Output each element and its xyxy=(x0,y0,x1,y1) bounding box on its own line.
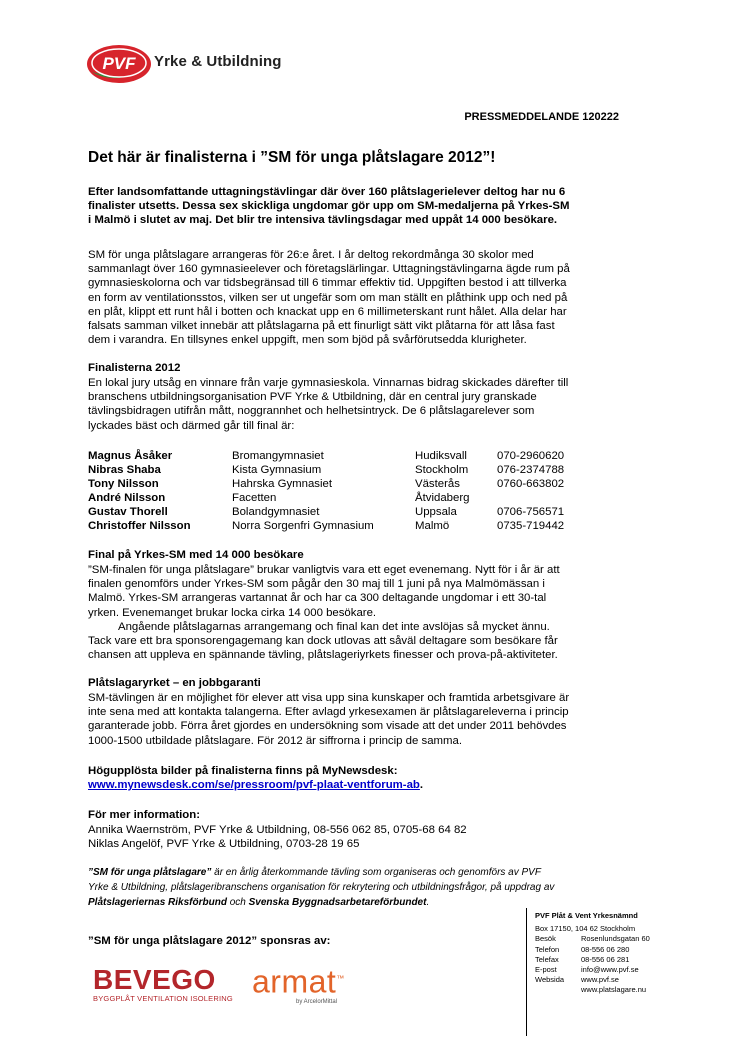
address-name: PVF Plåt & Vent Yrkesnämnd xyxy=(535,911,638,920)
text-line: gymnasieskolorna och var tidsbegränsad till 6 timmar effektiv tid. Uppgiften bestod i att tillverka xyxy=(88,277,567,290)
logo-text: Yrke & Utbildning xyxy=(154,53,282,70)
text-line: dem i varandra. En tillsynes enkel uppgift, men som bjöd på svårförutsedda klurigheter. xyxy=(88,334,527,347)
address-key: Telefax xyxy=(535,954,559,964)
address-value: 08-556 06 281 xyxy=(581,954,630,964)
footer-text: är en årlig återkommande tävling som organiseras och genomförs av PVF xyxy=(211,867,541,878)
address-value[interactable]: info@www.pvf.se xyxy=(581,965,639,975)
bevego-logo-text: BEVEGO xyxy=(93,964,216,995)
text-line: Tack vare ett bra sponsorengagemang kan dock utlovas att såväl deltagare som besökare får xyxy=(88,635,558,648)
address-key: Telefon xyxy=(535,944,560,954)
armat-logo-text: armat xyxy=(252,963,337,1000)
mynewsdesk-link[interactable]: www.mynewsdesk.com/se/pressroom/pvf-plaat-ventforum-ab xyxy=(88,779,420,791)
images-link-line xyxy=(88,779,423,791)
finalist-name: André Nilsson xyxy=(88,492,166,504)
text-line: garanterade jobb. Förra året gjordes en undersökning som visade att det under 2011 behövdes xyxy=(88,720,567,733)
text-line: SM-tävlingen är en möjlighet för elever att visa upp sina kunskaper och framtida arbetsgivare är xyxy=(88,692,570,704)
finalist-phone: 0706-756571 xyxy=(497,506,565,518)
footer-text: Yrke & Utbildning, plåtslageribranschens organisation för rekrytering och utbildningsfrågor, på uppdrag av xyxy=(88,882,555,893)
address-value: Rosenlundsgatan 60 xyxy=(581,934,650,944)
text-line: ”SM-finalen för unga plåtslagare” brukar vanligtvis vara ett eget evenemang. Nytt för i år är att xyxy=(88,564,560,576)
finalist-name: Nibras Shaba xyxy=(88,464,161,476)
finalists-table xyxy=(88,449,564,533)
contacts xyxy=(88,823,648,851)
logo-brand-text: PVF xyxy=(102,54,136,73)
contact-line: Niklas Angelöf, PVF Yrke & Utbildning, 0703-28 19 65 xyxy=(88,838,360,851)
intro-paragraph xyxy=(88,185,648,228)
finalist-city: Hudiksvall xyxy=(415,450,467,462)
text-line: SM för unga plåtslagare arrangeras för 26:e året. I år deltog rekordmånga 30 skolor med xyxy=(88,249,534,261)
link-suffix: . xyxy=(419,779,424,791)
text-line: falsats samman vilket innebär att plåtslagarna på ett finurligt sätt vikt plåtarna för att låsa fast xyxy=(88,320,555,333)
table-row xyxy=(88,463,564,477)
finalists-paragraph xyxy=(88,376,648,433)
bevego-logo-subtext: BYGGPLÅT VENTILATION ISOLERING xyxy=(93,994,233,1003)
images-heading: Högupplösta bilder på finalisterna finns på MyNewsdesk: xyxy=(88,765,398,777)
text-line: lyckades bäst och därmed går till final är: xyxy=(88,419,295,432)
finalist-city: Stockholm xyxy=(415,464,469,476)
address-key xyxy=(535,985,581,995)
finalist-school: Hahrska Gymnasiet xyxy=(232,478,333,490)
finalist-city: Åtvidaberg xyxy=(415,492,470,504)
finalist-name: Christoffer Nilsson xyxy=(88,520,191,532)
pvf-logo-icon xyxy=(86,42,156,86)
address-value: 08-556 06 280 xyxy=(581,944,630,954)
finalist-phone: 0735-719442 xyxy=(497,520,565,532)
finalist-school: Norra Sorgenfri Gymnasium xyxy=(232,520,374,532)
text-line: en plåt, klippt ett runt hål i botten och knackat upp en 6 millimeterskant runt hålet. Alla delar har xyxy=(88,305,567,318)
address-value[interactable]: www.platslagare.nu xyxy=(581,985,647,995)
finalist-name: Gustav Thorell xyxy=(88,506,168,518)
finalist-name: Magnus Åsåker xyxy=(88,450,173,462)
footer-org-2: Svenska Byggnadsarbetareförbundet xyxy=(248,897,427,908)
address-row xyxy=(535,934,650,944)
text-line: En lokal jury utsåg en vinnare från varje gymnasieskola. Vinnarnas bidrag skickades därefter till xyxy=(88,377,569,389)
armat-logo xyxy=(252,962,345,1005)
text-line: 1000-1500 utbildade plåtslagare. För 2012 är siffrorna i princip de samma. xyxy=(88,734,462,747)
address-block xyxy=(535,911,650,996)
body-paragraph-1 xyxy=(88,248,648,347)
job-heading: Plåtslagaryrket – en jobbgaranti xyxy=(88,677,261,689)
info-heading: För mer information: xyxy=(88,809,201,821)
address-row xyxy=(535,965,650,975)
intro-line: finalister utsetts. Dessa sex skickliga ungdomar gör upp om SM-medaljerna på Yrkes-SM xyxy=(88,200,570,213)
footer-org-1: Plåtslageriernas Riksförbund xyxy=(88,897,227,908)
text-line: finalen genomförs under Yrkes-SM som pågår den 30 maj till 1 juni på nya Malmömässan i xyxy=(88,578,545,591)
finalist-school: Bolandgymnasiet xyxy=(232,506,320,518)
address-row xyxy=(535,975,650,985)
finalist-name: Tony Nilsson xyxy=(88,478,159,490)
intro-line: Efter landsomfattande uttagningstävlingar där över 160 plåtslagerielever deltog har nu 6 xyxy=(88,186,566,198)
contact-line: Annika Waernström, PVF Yrke & Utbildning, 08-556 062 85, 0705-68 64 82 xyxy=(88,824,467,836)
address-row xyxy=(535,955,650,965)
address-divider xyxy=(526,908,527,1036)
text-line: yrken. Evenemanget brukar locka cirka 14 000 besökare. xyxy=(88,606,377,619)
table-row xyxy=(88,491,564,505)
finalist-city: Malmö xyxy=(415,520,450,532)
address-box: Box 17150, 104 62 Stockholm xyxy=(535,924,636,934)
table-row xyxy=(88,505,564,519)
job-paragraph xyxy=(88,691,648,748)
finalist-school: Facetten xyxy=(232,492,277,504)
bevego-logo xyxy=(93,966,233,1003)
press-release-label: PRESSMEDDELANDE 120222 xyxy=(464,111,619,123)
final-heading: Final på Yrkes-SM med 14 000 besökare xyxy=(88,549,304,561)
table-row xyxy=(88,449,564,463)
text-line: sammanlagt över 160 gymnasieelever och företagslärlingar. Uttagningstävlingarna ägde rum på xyxy=(88,263,570,276)
text-line: Angående plåtslagarnas arrangemang och final kan det inte avslöjas så mycket ännu. xyxy=(118,620,550,633)
table-row xyxy=(88,519,564,533)
intro-line: i Malmö i slutet av maj. Det blir tre intensiva tävlingsdagar med uppåt 14 000 besökare. xyxy=(88,214,558,227)
footer-text: . xyxy=(426,897,430,908)
text-line: chansen att uppleva en spännande tävling, plåtslageriyrkets finesser och prova-på-aktiviteter. xyxy=(88,649,558,662)
finalist-phone xyxy=(497,491,564,505)
address-key: E-post xyxy=(535,965,557,975)
finalist-school: Kista Gymnasium xyxy=(232,464,322,476)
sponsor-text: ”SM för unga plåtslagare 2012” sponsras av: xyxy=(88,935,331,947)
footer-text: och xyxy=(226,897,249,908)
footer-bold-title: ”SM för unga plåtslagare” xyxy=(88,867,212,878)
footer-note xyxy=(88,865,648,910)
table-row xyxy=(88,477,564,491)
finalist-city: Västerås xyxy=(415,478,460,490)
text-line: en form av ventilationsstos, vilken ser ut ungefär som om man ställt en plåthink upp och ned på xyxy=(88,291,568,304)
page-title: Det här är finalisterna i ”SM för unga plåtslagare 2012”! xyxy=(88,149,496,166)
finalist-phone: 070-2960620 xyxy=(497,450,565,462)
text-line: inte sena med att kontakta talangerna. Efter avlagd yrkesexamen är plåtslagareleverna i princip xyxy=(88,706,569,719)
address-row xyxy=(535,985,650,995)
armat-tm: ™ xyxy=(336,974,345,983)
finalists-heading: Finalisterna 2012 xyxy=(88,362,181,374)
finalist-phone: 076-2374788 xyxy=(497,464,565,476)
finalist-phone: 0760-663802 xyxy=(497,478,565,490)
address-key: Besök xyxy=(535,934,556,944)
finalist-school: Bromangymnasiet xyxy=(232,450,324,462)
finalist-city: Uppsala xyxy=(415,506,457,518)
address-row xyxy=(535,945,650,955)
final-paragraph xyxy=(88,563,648,662)
text-line: branschens utbildningsorganisation PVF Yrke & Utbildning, där en central jury granskade xyxy=(88,391,537,404)
address-value[interactable]: www.pvf.se xyxy=(581,975,619,985)
text-line: Malmö. Yrkes-SM arrangeras vartannat år och har ca 300 deltagande ungdomar i ett 30-tal xyxy=(88,592,547,605)
armat-logo-subtext: by ArcelorMittal xyxy=(296,998,338,1005)
text-line: tävlingsbidragen utifrån mått, noggrannhet och helhetsintryck. De 6 plåtslagarelever som xyxy=(88,405,535,418)
address-key: Websida xyxy=(535,975,565,985)
